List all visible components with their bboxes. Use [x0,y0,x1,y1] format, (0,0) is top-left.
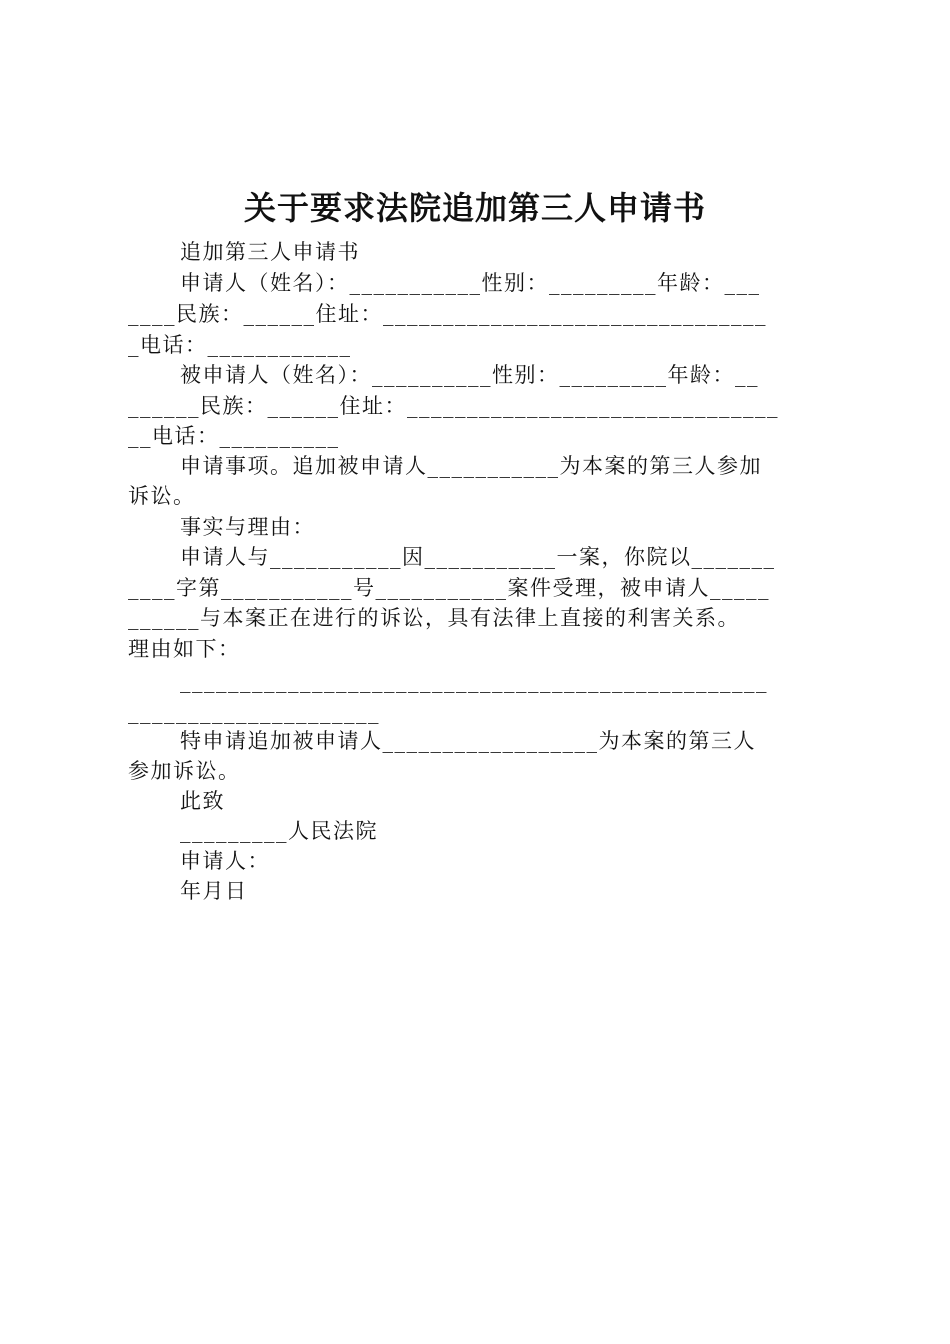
applicant-signature-line: 申请人： [180,849,270,873]
facts-line-1: 申请人与___________因___________一案，你院以_______ [180,545,776,569]
court-name-line: _________人民法院 [180,819,378,843]
facts-heading: 事实与理由： [180,515,315,539]
reason-blank-line-1: _________________________________________________ [180,669,768,693]
facts-line-3: ______与本案正在进行的诉讼，具有法律上直接的利害关系。 [128,606,740,630]
facts-line-2: ____字第___________号___________案件受理，被申请人_____ [128,576,770,600]
respondent-info-line-2: ______民族：______住址：_______________________________ [128,394,779,418]
subtitle-line: 追加第三人申请书 [180,240,360,264]
applicant-info-line-1: 申请人（姓名）：___________性别：_________年龄：___ [180,271,761,295]
respondent-info-line-1: 被申请人（姓名）：__________性别：_________年龄：__ [180,363,759,387]
request-line-2: 诉讼。 [128,484,196,508]
document-title: 关于要求法院追加第三人申请书 [243,189,706,227]
request-line-1: 申请事项。追加被申请人___________为本案的第三人参加 [180,454,762,478]
closing-request-line-2: 参加诉讼。 [128,759,241,783]
salutation: 此致 [180,789,225,813]
applicant-info-line-3: _电话：____________ [128,333,352,357]
facts-line-4: 理由如下： [128,637,241,661]
closing-request-line-1: 特申请追加被申请人__________________为本案的第三人 [180,729,756,753]
applicant-info-line-2: ____民族：______住址：________________________________ [128,302,767,326]
respondent-info-line-3: __电话：__________ [128,424,340,448]
date-line: 年月日 [180,879,248,903]
reason-blank-line-2: _____________________ [128,700,380,724]
